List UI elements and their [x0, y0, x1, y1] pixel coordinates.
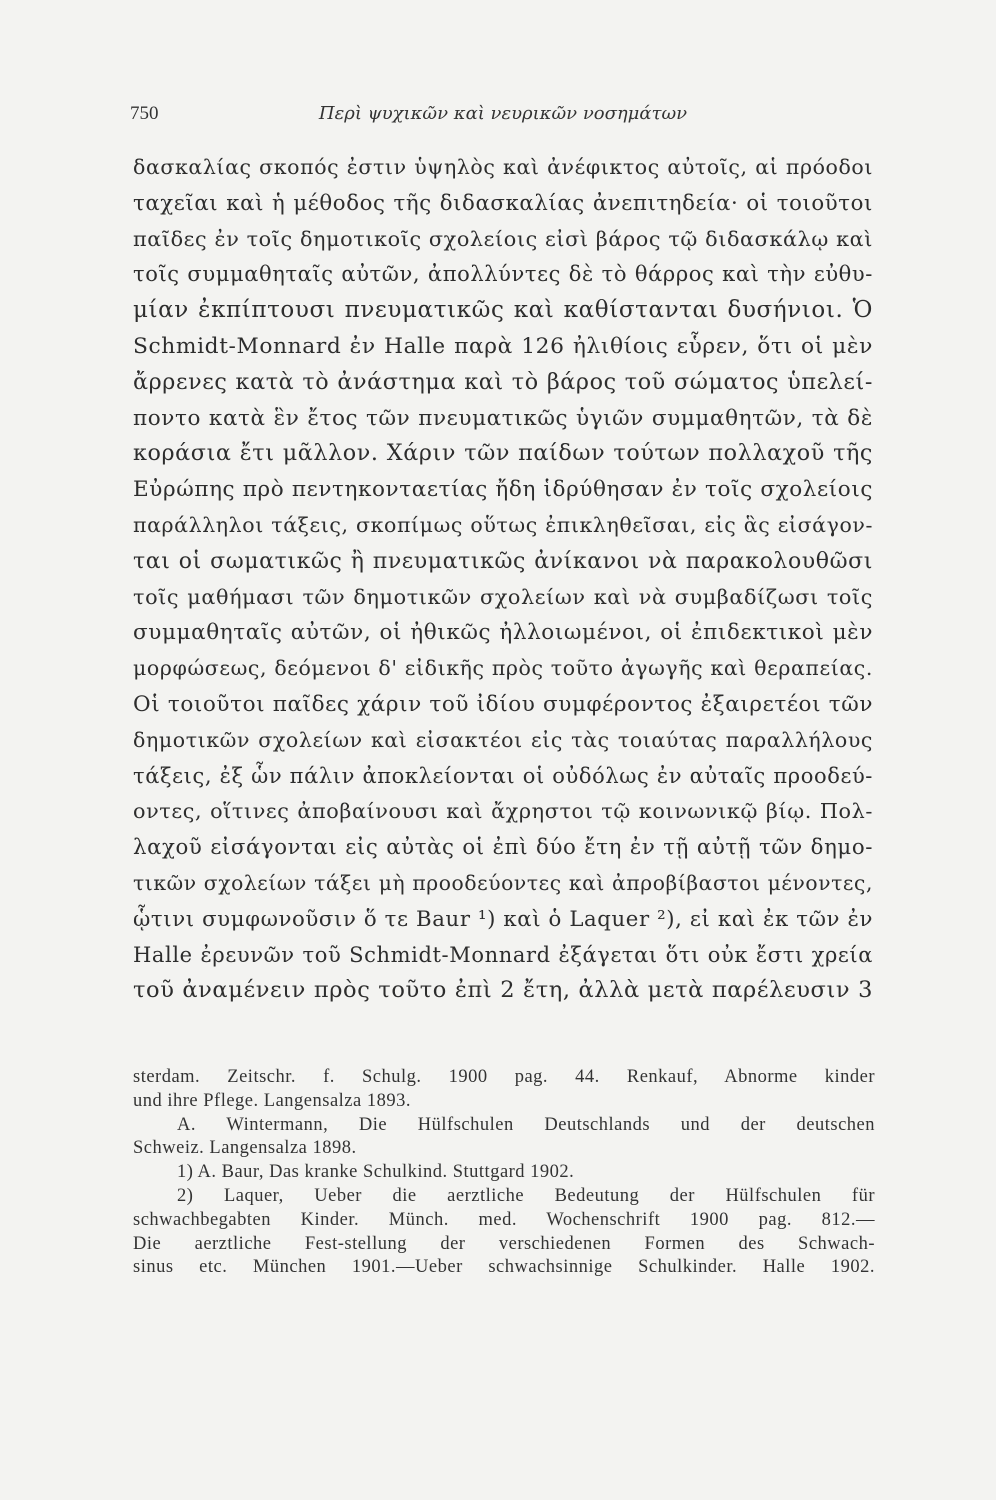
body-line: τικῶν σχολείων τάξει μὴ προοδεύοντες καὶ ἀπροβίβαστοι μένοντες,: [133, 870, 873, 895]
body-line: κοράσια ἔτι μᾶλλον. Χάριν τῶν παίδων τούτων πολλαχοῦ τῆς: [133, 440, 873, 467]
body-line: ταχεῖαι καὶ ἡ μέθοδος τῆς διδασκαλίας ἀνεπιτηδεία· οἱ τοιοῦτοι: [133, 190, 873, 216]
footnote-2: 2) Laquer, Ueber die aerztliche Bedeutung der Hülfschulen für: [177, 1185, 875, 1206]
body-line: ποντο κατὰ ἓν ἔτος τῶν πνευματικῶς ὑγιῶν συμμαθητῶν, τὰ δὲ: [133, 405, 873, 431]
body-line: δημοτικῶν σχολείων καὶ εἰσακτέοι εἰς τὰς τοιαύτας παραλλήλους: [133, 727, 873, 752]
body-line: οντες, οἵτινες ἀποβαίνουσι καὶ ἄχρηστοι τῷ κοινωνικῷ βίῳ. Πολ-: [133, 799, 873, 824]
page-number: 750: [130, 103, 159, 124]
footnote-line: sinus etc. München 1901.—Ueber schwachsinnige Schulkinder. Halle 1902.: [133, 1257, 875, 1278]
body-line: μορφώσεως, δεόμενοι δ' εἰδικῆς πρὸς τοῦτο ἀγωγῆς καὶ θεραπείας.: [133, 656, 873, 681]
body-line: Schmidt-Monnard ἐν Halle παρὰ 126 ἠλιθίοις εὗρεν, ὅτι οἱ μὲν: [133, 333, 873, 359]
body-line: Halle ἐρευνῶν τοῦ Schmidt-Monnard ἐξάγεται ὅτι οὐκ ἔστι χρεία: [133, 942, 873, 967]
footnote-line: sterdam. Zeitschr. f. Schulg. 1900 pag. 44. Renkauf, Abnorme kinder: [133, 1067, 875, 1087]
body-line: παράλληλοι τάξεις, σκοπίμως οὕτως ἐπικληθεῖσαι, εἰς ἃς εἰσάγον-: [133, 512, 873, 537]
body-line: συμμαθηταῖς αὐτῶν, οἱ ἠθικῶς ἠλλοιωμένοι, οἱ ἐπιδεκτικοὶ μὲν: [133, 620, 873, 646]
footnote-line: A. Wintermann, Die Hülfschulen Deutschlands und der deutschen: [177, 1114, 875, 1135]
footnotes: [133, 1066, 875, 1280]
body-line: ἄρρενες κατὰ τὸ ἀνάστημα καὶ τὸ βάρος τοῦ σώματος ὑπελεί-: [133, 368, 873, 395]
body-line: τοῖς συμμαθηταῖς αὐτῶν, ἀπολλύντες δὲ τὸ θάρρος καὶ τὴν εὐθυ-: [133, 262, 873, 287]
body-line: τάξεις, ἐξ ὧν πάλιν ἀποκλείονται οἱ οὐδόλως ἐν αὐταῖς προοδεύ-: [133, 763, 873, 788]
footnote-line: Die aerztliche Fest-stellung der verschiedenen Formen des Schwach-: [133, 1233, 875, 1254]
footnote-line: und ihre Pflege. Langensalza 1893.: [133, 1090, 411, 1111]
body-line: δασκαλίας σκοπός ἐστιν ὑψηλὸς καὶ ἀνέφικτος αὐτοῖς, αἱ πρόοδοι: [133, 155, 873, 179]
footnote-line: schwachbegabten Kinder. Münch. med. Wochenschrift 1900 pag. 812.—: [133, 1209, 875, 1230]
body-line: ται οἱ σωματικῶς ἢ πνευματικῶς ἀνίκανοι νὰ παρακολουθῶσι: [133, 548, 873, 574]
body-line: Οἱ τοιοῦτοι παῖδες χάριν τοῦ ἰδίου συμφέροντος ἐξαιρετέοι τῶν: [133, 691, 873, 717]
body-line: παῖδες ἐν τοῖς δημοτικοῖς σχολείοις εἰσὶ βάρος τῷ διδασκάλῳ καὶ: [133, 226, 873, 251]
footnote-1: 1) A. Baur, Das kranke Schulkind. Stuttgard 1902.: [177, 1162, 575, 1183]
body-text: [133, 150, 873, 1009]
body-line: λαχοῦ εἰσάγονται εἰς αὐτὰς οἱ ἐπὶ δύο ἔτη ἐν τῇ αὐτῇ τῶν δημο-: [133, 835, 873, 861]
body-line: τοῦ ἀναμένειν πρὸς τοῦτο ἐπὶ 2 ἔτη, ἀλλὰ μετὰ παρέλευσιν 3: [133, 977, 873, 1004]
page-header: [130, 103, 876, 133]
footnote-line: Schweiz. Langensalza 1898.: [133, 1138, 357, 1159]
body-line: Εὐρώπης πρὸ πεντηκονταετίας ἤδη ἱδρύθησαν ἐν τοῖς σχολείοις: [133, 477, 873, 503]
body-line: ᾧτινι συμφωνοῦσιν ὅ τε Baur ¹) καὶ ὁ Laquer ²), εἰ καὶ ἐκ τῶν ἐν: [133, 906, 873, 932]
body-line: τοῖς μαθήμασι τῶν δημοτικῶν σχολείων καὶ νὰ συμβαδίζωσι τοῖς: [133, 584, 873, 609]
running-title: Περὶ ψυχικῶν καὶ νευρικῶν νοσημάτων: [318, 103, 688, 124]
body-line: μίαν ἐκπίπτουσι πνευματικῶς καὶ καθίστανται δυσήνιοι. Ὁ: [133, 297, 873, 324]
